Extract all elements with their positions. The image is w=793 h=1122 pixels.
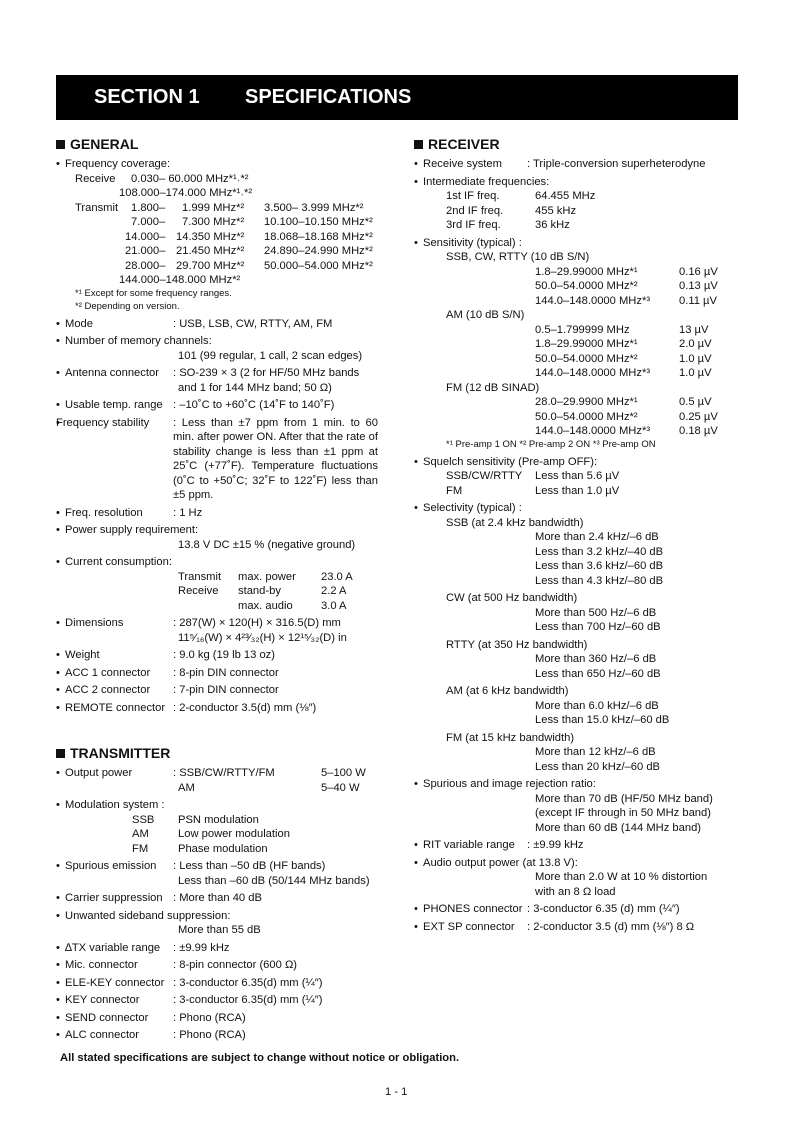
footnote: *² Depending on version. — [75, 300, 180, 312]
spec-antenna-connector: • Antenna connector : SO-239 × 3 (2 for HF/50 MHz bands and 1 for 144 MHz band; 50 Ω) — [56, 366, 396, 395]
spec-elekey-connector: • ELE-KEY connector : 3-conductor 6.35(d) mm (¼″) — [56, 976, 396, 991]
spec-sensitivity: • Sensitivity (typical) : SSB, CW, RTTY (10 dB S/N) 1.8–29.99000 MHz*¹ 0.16 µV 50.0–54.0000 MHz*² 0.13 µV 144.0–148.0000 MHz*³ 0.11 µV AM (10 dB S/N) 0.5–1.799999 MHz 13 µV 1.8–29.99000 MHz*¹ 2.0 µV 50.0–54.0000 MHz*² 1.0 µV 144.0–148.0000 MHz*³ 1.0 µV FM (12 dB SINAD) 28.0–29.9900 MHz*¹ 0.5 µV 50.0–54.0000 MHz*² 0.25 µV 144.0–148.0000 MHz*³ 0.18 µV *¹ Pre-amp 1 ON *² Pre-amp 2 ON *³ Pre-amp ON — [414, 236, 744, 452]
spec-frequency-stability: • Frequency stability : Less than ±7 ppm from 1 min. to 60 min. after power ON. After that the rate of stability change is less than ±1 ppm at 25˚C (+77˚F). Temperature fluctuations (0˚C to +50˚C; 32˚F to 122˚F) less than ±5 ppm. — [56, 416, 396, 503]
spec-spurious-rejection: • Spurious and image rejection ratio: More than 70 dB (HF/50 MHz band) (except IF through in 50 MHz band) More than 60 dB (144 MHz band) — [414, 777, 744, 835]
spec-phones-connector: • PHONES connector : 3-conductor 6.35 (d) mm (¼″) — [414, 902, 744, 917]
section-number: SECTION 1 — [94, 86, 200, 108]
spec-acc2: • ACC 2 connector : 7-pin DIN connector — [56, 683, 396, 698]
square-bullet-icon — [56, 140, 65, 149]
spec-carrier-suppression: • Carrier suppression : More than 40 dB — [56, 891, 396, 906]
spec-mic-connector: • Mic. connector : 8-pin connector (600 Ω) — [56, 958, 396, 973]
spec-modulation-system: • Modulation system : SSB PSN modulation AM Low power modulation FM Phase modulation — [56, 798, 396, 856]
square-bullet-icon — [56, 749, 65, 758]
spec-intermediate-frequencies: • Intermediate frequencies: 1st IF freq. 64.455 MHz 2nd IF freq. 455 kHz 3rd IF freq. 36 kHz — [414, 175, 744, 233]
spec-usable-temp: • Usable temp. range : –10˚C to +60˚C (14˚F to 140˚F) — [56, 398, 396, 413]
spec-delta-tx: • ∆TX variable range : ±9.99 kHz — [56, 941, 396, 956]
spec-unwanted-sideband: • Unwanted sideband suppression: More than 55 dB — [56, 909, 396, 938]
receiver-heading: RECEIVER — [414, 136, 744, 153]
disclaimer: All stated specifications are subject to change without notice or obligation. — [60, 1052, 460, 1064]
page-title: SPECIFICATIONS — [245, 86, 412, 108]
spec-extsp-connector: • EXT SP connector : 2-conductor 3.5 (d) mm (⅛″) 8 Ω — [414, 920, 744, 935]
footnote: *¹ Pre-amp 1 ON *² Pre-amp 2 ON *³ Pre-amp ON — [446, 438, 656, 450]
spec-send-connector: • SEND connector : Phono (RCA) — [56, 1011, 396, 1026]
spec-alc-connector: • ALC connector : Phono (RCA) — [56, 1028, 396, 1043]
footnote: *¹ Except for some frequency ranges. — [75, 287, 232, 299]
spec-acc1: • ACC 1 connector : 8-pin DIN connector — [56, 666, 396, 681]
square-bullet-icon — [414, 140, 423, 149]
spec-memory-channels: • Number of memory channels: 101 (99 regular, 1 call, 2 scan edges) — [56, 334, 396, 363]
spec-audio-output: • Audio output power (at 13.8 V): More than 2.0 W at 10 % distortion with an 8 Ω load — [414, 856, 744, 900]
spec-squelch-sensitivity: • Squelch sensitivity (Pre-amp OFF): SSB/CW/RTTY Less than 5.6 µV FM Less than 1.0 µV — [414, 455, 744, 499]
section-banner — [56, 75, 738, 120]
left-column — [56, 136, 396, 1043]
spec-weight: • Weight : 9.0 kg (19 lb 13 oz) — [56, 648, 396, 663]
spec-mode: • Mode : USB, LSB, CW, RTTY, AM, FM — [56, 317, 396, 332]
spec-output-power: • Output power : SSB/CW/RTTY/FM 5–100 W AM 5–40 W — [56, 766, 396, 795]
right-column — [414, 136, 744, 934]
spec-dimensions: • Dimensions : 287(W) × 120(H) × 316.5(D) mm 11⁵⁄₁₆(W) × 4²³⁄₃₂(H) × 12¹⁵⁄₃₂(D) in — [56, 616, 396, 645]
general-heading: GENERAL — [56, 136, 396, 153]
spec-frequency-coverage: • Frequency coverage: Receive 0.030– 60.000 MHz*¹˒*² 108.000–174.000 MHz*¹˒*² Transmit 1.800– 1.999 MHz*² 3.500– 3.999 MHz*² 7.000– 7.300 MHz*² 10.100–10.150 MHz*² 14.000– 14.350 MHz*² 18.068–18.168 MHz*² 21.000– 21.450 MHz*² 24.890–24.990 MHz*² 28.000– 29.700 MHz*² 50.000–54.000 MHz*² 144.000–148.000 MHz*² *¹ Except for some frequency ranges. *² Depending on version. — [56, 157, 396, 314]
spec-freq-resolution: • Freq. resolution : 1 Hz — [56, 506, 396, 521]
spec-selectivity: • Selectivity (typical) : SSB (at 2.4 kHz bandwidth) More than 2.4 kHz/–6 dB Less than 3.2 kHz/–40 dB Less than 3.6 kHz/–60 dB Less than 4.3 kHz/–80 dB CW (at 500 Hz bandwidth) More than 500 Hz/–6 dB Less than 700 Hz/–60 dB RTTY (at 350 Hz bandwidth) More than 360 Hz/–6 dB Less than 650 Hz/–60 dB AM (at 6 kHz bandwidth) More than 6.0 kHz/–6 dB Less than 15.0 kHz/–60 dB FM (at 15 kHz bandwidth) More than 12 kHz/–6 dB Less than 20 kHz/–60 dB — [414, 501, 744, 774]
spec-remote: • REMOTE connector : 2-conductor 3.5(d) mm (⅛″) — [56, 701, 396, 716]
page-number: 1 - 1 — [385, 1086, 408, 1098]
spec-label: • Frequency coverage: — [65, 158, 171, 170]
spec-key-connector: • KEY connector : 3-conductor 6.35(d) mm (¼″) — [56, 993, 396, 1008]
transmitter-heading: TRANSMITTER — [56, 745, 396, 762]
spec-receive-system: • Receive system : Triple-conversion superheterodyne — [414, 157, 744, 172]
spec-spurious-emission: • Spurious emission : Less than –50 dB (HF bands) Less than –60 dB (50/144 MHz bands) — [56, 859, 396, 888]
spec-current-consumption: • Current consumption: Transmit max. power 23.0 A Receive stand-by 2.2 A max. audio 3.0 A — [56, 555, 396, 613]
spec-power-supply: • Power supply requirement: 13.8 V DC ±15 % (negative ground) — [56, 523, 396, 552]
spec-rit-range: • RIT variable range : ±9.99 kHz — [414, 838, 744, 853]
